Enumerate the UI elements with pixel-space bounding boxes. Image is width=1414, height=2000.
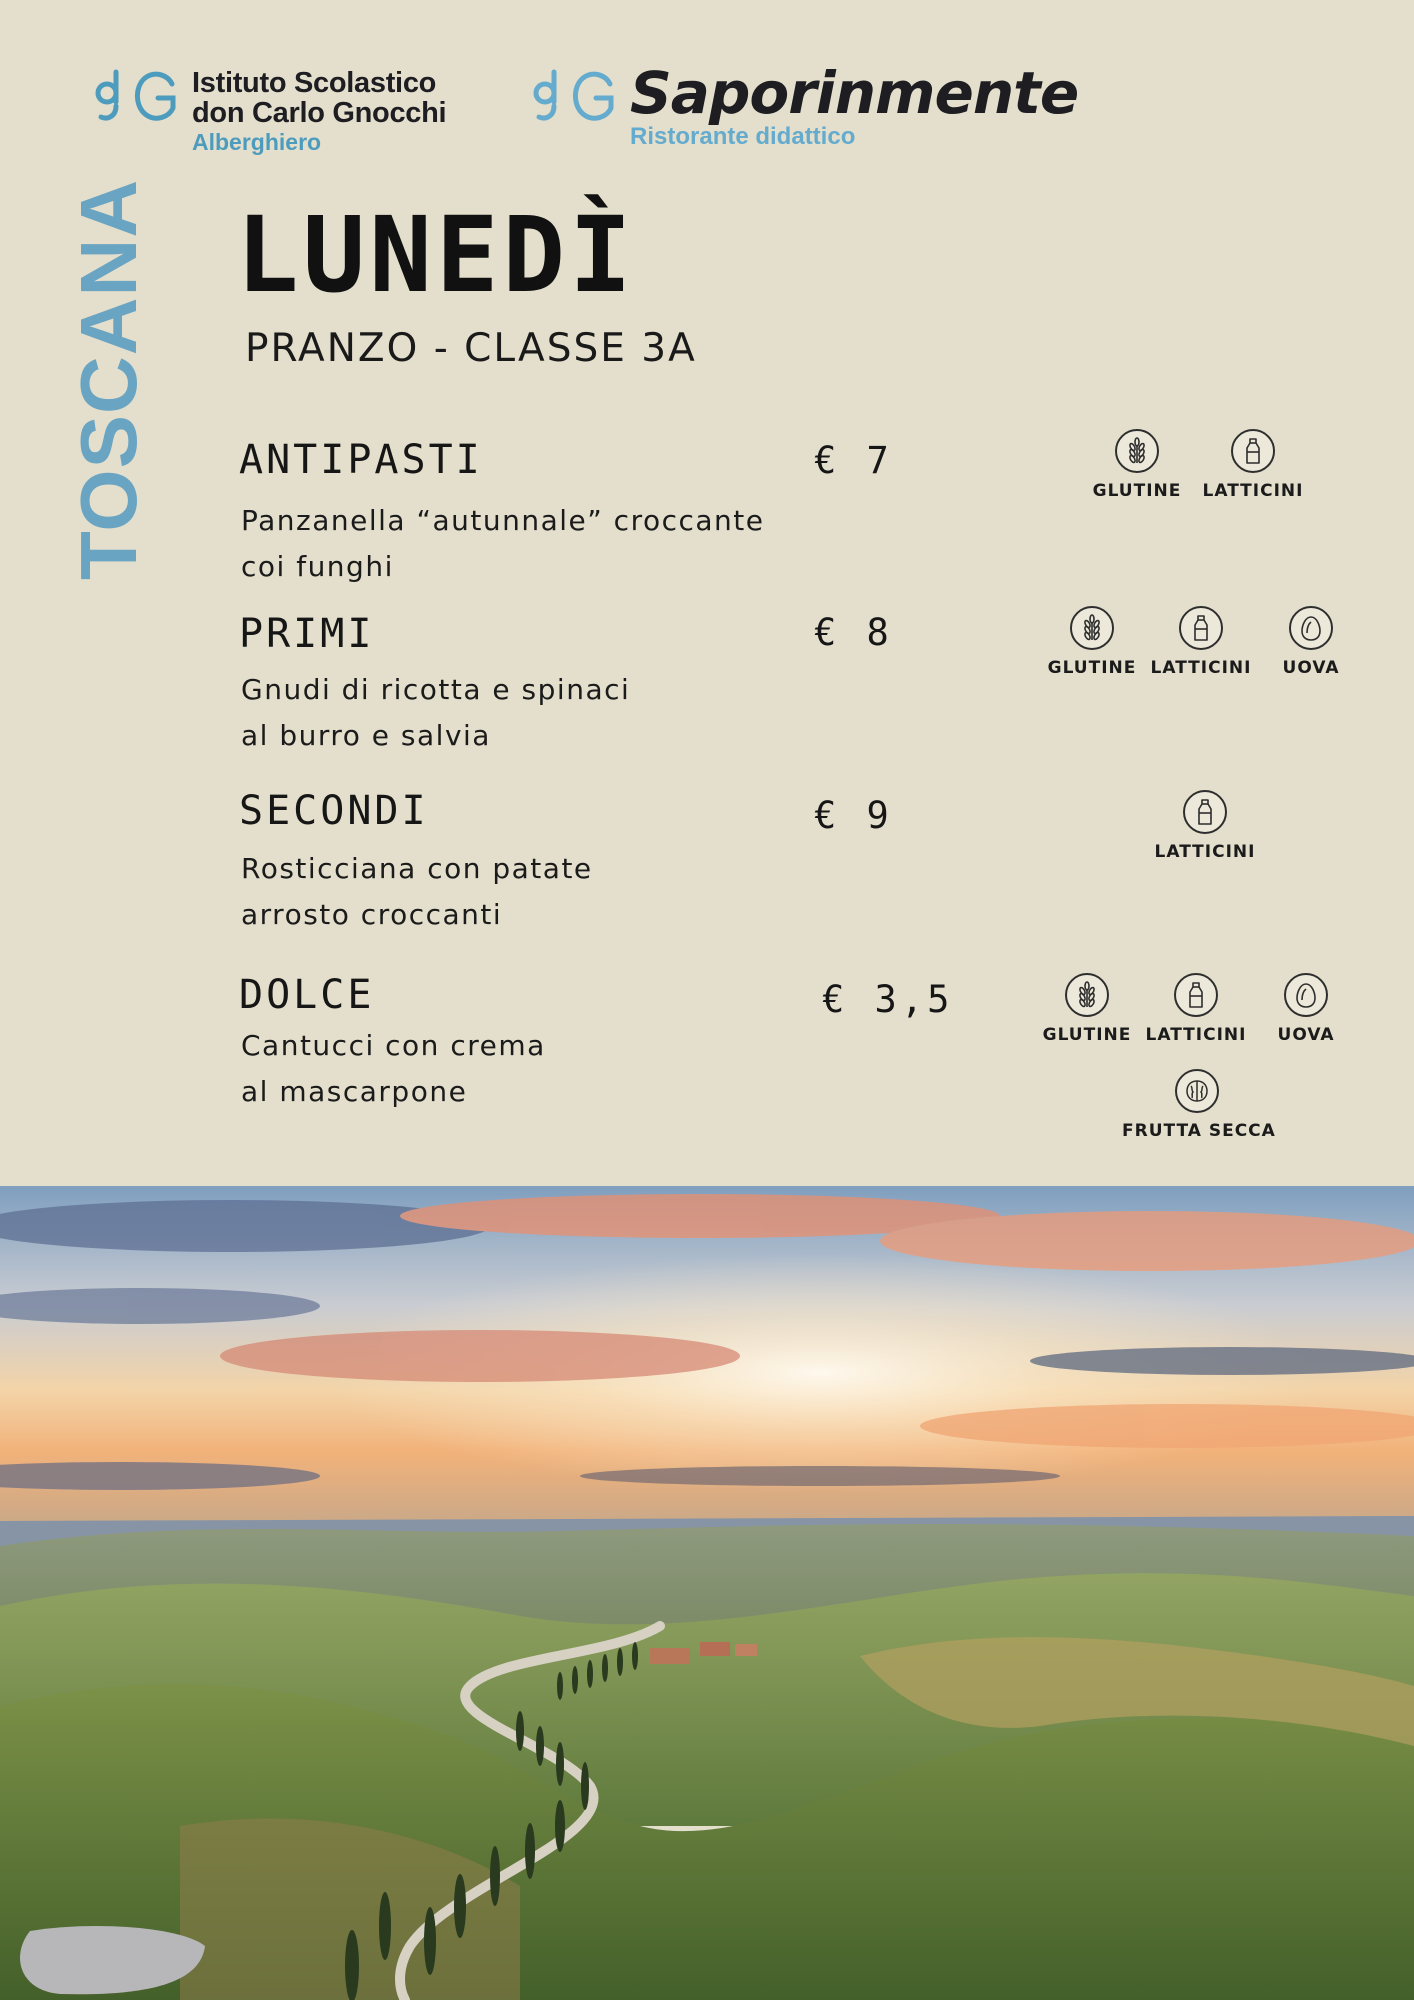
price-dolce: € 3,5 xyxy=(822,978,954,1021)
allergen-label: LATTICINI xyxy=(1202,481,1304,501)
school-logo xyxy=(90,66,446,156)
allergen-dairy xyxy=(1188,429,1318,501)
day-title: LUNEDÌ xyxy=(236,194,636,316)
price-secondi: € 9 xyxy=(814,794,893,837)
wheat-icon xyxy=(1072,980,1102,1010)
allergen-gluten xyxy=(1072,429,1202,501)
dish-antipasti-line2: coi funghi xyxy=(241,550,394,583)
dish-antipasti-line1: Panzanella “autunnale” croccante xyxy=(241,504,765,537)
section-title-secondi: SECONDI xyxy=(239,788,429,834)
price-antipasti: € 7 xyxy=(814,439,893,482)
restaurant-name: Saporinmente xyxy=(630,59,1079,127)
allergen-label: GLUTINE xyxy=(1047,658,1137,678)
walnut-icon xyxy=(1182,1076,1212,1106)
egg-icon xyxy=(1291,980,1321,1010)
allergen-label: FRUTTA SECCA xyxy=(1122,1121,1276,1141)
dish-dolce-line2: al mascarpone xyxy=(241,1075,468,1108)
school-name-line3: Alberghiero xyxy=(192,129,322,155)
allergen-eggs xyxy=(1246,606,1376,678)
milk-bottle-icon xyxy=(1190,797,1220,827)
dish-primi-line1: Gnudi di ricotta e spinaci xyxy=(241,673,631,706)
school-name-line2: don Carlo Gnocchi xyxy=(192,97,447,129)
section-title-primi: PRIMI xyxy=(239,611,375,657)
allergen-label: GLUTINE xyxy=(1042,1025,1132,1045)
section-title-antipasti: ANTIPASTI xyxy=(239,437,483,483)
tuscany-landscape-photo xyxy=(0,1186,1414,2000)
wheat-icon xyxy=(1122,436,1152,466)
milk-bottle-icon xyxy=(1181,980,1211,1010)
allergen-nuts xyxy=(1122,1069,1276,1141)
allergen-label: LATTICINI xyxy=(1150,658,1252,678)
allergen-label: LATTICINI xyxy=(1145,1025,1247,1045)
dish-secondi-line1: Rosticciana con patate xyxy=(241,852,593,885)
dish-primi-line2: al burro e salvia xyxy=(241,719,491,752)
school-name-line1: Istituto Scolastico xyxy=(192,67,437,99)
wheat-icon xyxy=(1077,613,1107,643)
restaurant-logo xyxy=(528,59,1079,150)
allergen-label: LATTICINI xyxy=(1154,842,1256,862)
allergen-label: UOVA xyxy=(1282,658,1340,678)
allergen-dairy xyxy=(1140,790,1270,862)
milk-bottle-icon xyxy=(1238,436,1268,466)
allergen-label: GLUTINE xyxy=(1092,481,1182,501)
region-label: TOSCANA xyxy=(64,178,153,580)
dish-secondi-line2: arrosto croccanti xyxy=(241,898,503,931)
allergen-eggs xyxy=(1241,973,1371,1045)
dg-logo-icon xyxy=(528,66,620,128)
dg-logo-icon xyxy=(90,66,182,128)
milk-bottle-icon xyxy=(1186,613,1216,643)
dish-dolce-line1: Cantucci con crema xyxy=(241,1029,546,1062)
restaurant-subtitle: Ristorante didattico xyxy=(630,123,856,150)
egg-icon xyxy=(1296,613,1326,643)
section-title-dolce: DOLCE xyxy=(239,972,375,1018)
allergen-label: UOVA xyxy=(1277,1025,1335,1045)
meal-subtitle: PRANZO - CLASSE 3A xyxy=(245,326,697,371)
price-primi: € 8 xyxy=(814,611,893,654)
